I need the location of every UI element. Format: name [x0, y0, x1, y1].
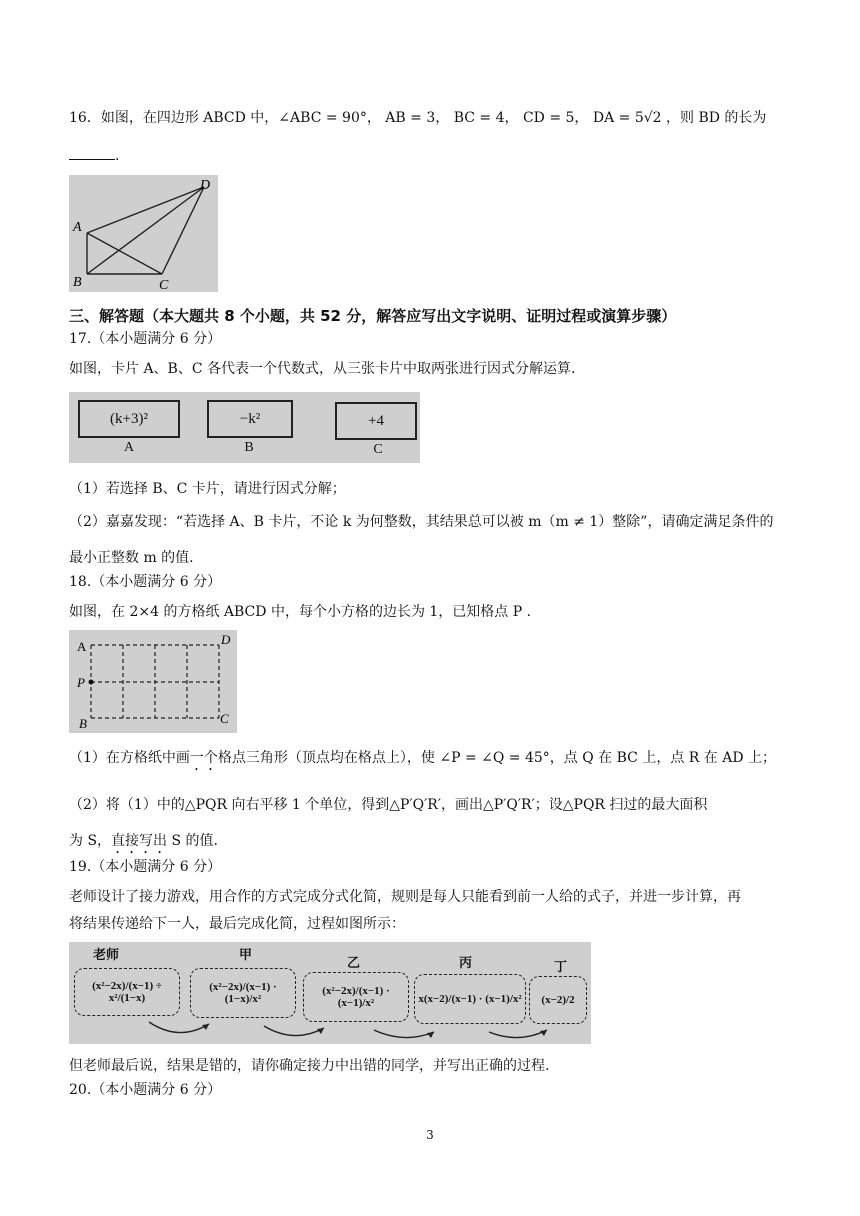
q16-figure	[69, 175, 218, 292]
q19-intro-line1: 老师设计了接力游戏，用合作的方式完成分式化简，规则是每人只能看到前一人给的式子，并进一步计算，再	[69, 889, 741, 905]
card-c-expr: +4	[368, 413, 384, 429]
step-jia: (x²−2x)/(x−1) · (1−x)/x²	[190, 968, 296, 1018]
name-teacher: 老师	[93, 948, 120, 963]
q17-header: 17.（本小题满分 6 分）	[69, 331, 222, 347]
card-c	[335, 402, 417, 440]
card-c-label: C	[373, 442, 383, 457]
q17-part2-line1: （2）嘉嘉发现：“若选择 A、B 卡片，不论 k 为何整数，其结果总可以被 m（m ≠ 1）整除”，请确定满足条件的	[69, 514, 774, 530]
q19-intro-line2: 将结果传递给下一人，最后完成化简，过程如图所示：	[69, 916, 405, 932]
q18-header: 18.（本小题满分 6 分）	[69, 574, 222, 590]
q16-answer-line: .	[69, 145, 119, 166]
card-a-expr: (k+3)²	[110, 411, 148, 427]
grid-label-c: C	[220, 711, 229, 726]
label-a: A	[73, 220, 82, 235]
emphasis-one: 一个	[189, 750, 218, 766]
q19-outro: 但老师最后说，结果是错的，请你确定接力中出错的同学，并写出正确的过程.	[69, 1058, 550, 1074]
q19-header: 19.（本小题满分 6 分）	[69, 859, 222, 875]
step-ding: (x−2)/2	[529, 976, 587, 1024]
label-b: B	[73, 275, 82, 290]
label-d: D	[200, 178, 211, 193]
section-heading: 三、解答题（本大题共 8 个小题，共 52 分，解答应写出文字说明、证明过程或演算步骤）	[69, 307, 677, 325]
grid-label-p: P	[77, 675, 85, 690]
q17-cards-figure	[69, 392, 420, 463]
name-bing: 丙	[459, 956, 473, 971]
emphasis-directly: 直接写出	[111, 833, 168, 849]
step-teacher: (x²−2x)/(x−1) ÷ x²/(1−x)	[74, 968, 180, 1016]
q18-grid-figure	[69, 630, 237, 733]
label-c: C	[159, 278, 169, 292]
name-yi: 乙	[347, 956, 361, 971]
relay-arrows	[69, 942, 591, 1044]
q18-part1: （1）在方格纸中画一个格点三角形（顶点均在格点上），使 ∠P = ∠Q = 45°，点 Q 在 BC 上，点 R 在 AD 上；	[69, 750, 777, 766]
point-p	[89, 680, 94, 685]
grid-label-a: A	[77, 639, 87, 654]
q20-header: 20.（本小题满分 6 分）	[69, 1082, 222, 1098]
card-b-expr: −k²	[239, 411, 261, 427]
page-number: 3	[426, 1128, 434, 1142]
q17-intro: 如图，卡片 A、B、C 各代表一个代数式，从三张卡片中取两张进行因式分解运算.	[69, 361, 576, 377]
q18-part2-line2: 为 S，直接写出 S 的值.	[69, 833, 218, 849]
q18-intro: 如图，在 2×4 的方格纸 ABCD 中，每个小方格的边长为 1，已知格点 P .	[69, 604, 532, 620]
grid-label-b: B	[79, 716, 87, 731]
grid-diagram	[69, 630, 237, 733]
q19-relay-figure	[69, 942, 591, 1044]
q17-part1: （1）若选择 B、C 卡片，请进行因式分解；	[69, 481, 346, 497]
q16-text: 16．如图，在四边形 ABCD 中，∠ABC = 90°， AB = 3， BC = 4， CD = 5， DA = 5√2 ，则 BD 的长为	[69, 110, 767, 126]
card-b	[207, 400, 293, 438]
step-bing: x(x−2)/(x−1) · (x−1)/x²	[414, 974, 526, 1024]
step-yi: (x²−2x)/(x−1) · (x−1)/x²	[303, 972, 409, 1022]
q18-part2-line1: （2）将（1）中的△PQR 向右平移 1 个单位，得到△P′Q′R′，画出△P′Q′R′；设△PQR 扫过的最大面积	[69, 797, 708, 813]
grid-label-d: D	[221, 632, 231, 647]
card-a-label: A	[123, 440, 135, 455]
quadrilateral-diagram	[69, 175, 218, 292]
name-jia: 甲	[239, 948, 253, 963]
answer-blank	[69, 145, 115, 160]
q17-part2-line2: 最小正整数 m 的值.	[69, 550, 194, 566]
name-ding: 丁	[554, 960, 568, 975]
card-a	[78, 400, 180, 438]
card-b-label: B	[244, 440, 254, 455]
